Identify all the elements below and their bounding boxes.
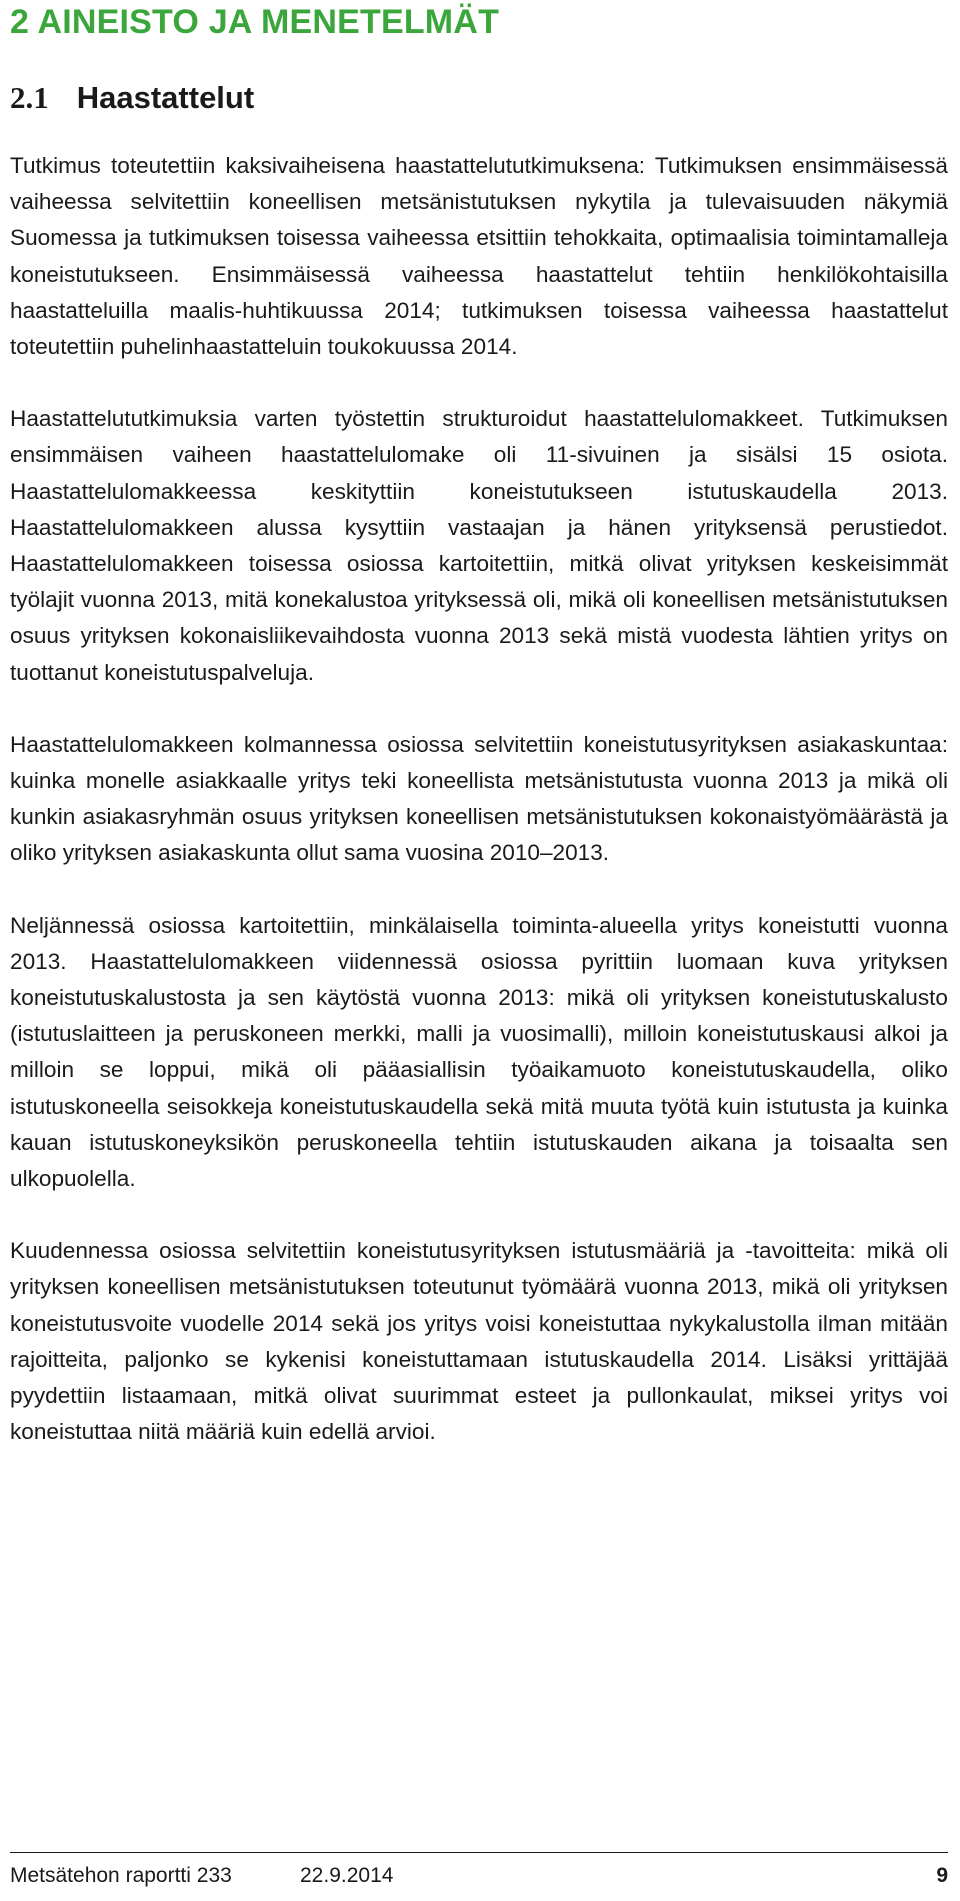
section-title: Haastattelut	[76, 80, 255, 115]
footer-divider	[10, 1852, 948, 1853]
chapter-heading: 2 AINEISTO JA MENETELMÄT	[10, 3, 500, 41]
page-number: 9	[936, 1864, 948, 1887]
paragraph: Kuudennessa osiossa selvitettiin koneistutusyrityksen istutusmääriä ja -tavoitteita: mikä oli yrityksen koneellisen metsänistutuksen toteutunut työmäärä vuonna 2013, mikä oli yrityksen koneistutusvoite vuodelle 2014 sekä jos yritys voisi koneistuttaa nykykalustolla ilman mitään rajoitteita, paljonko se kykenisi koneistuttamaan istutuskaudella 2014. Lisäksi yrittäjää pyydettiin listaamaan, mitkä olivat suurimmat esteet ja pullonkaulat, miksei yritys voi koneistuttaa niitä määriä kuin edellä arvioi.	[10, 1238, 948, 1445]
paragraph: Haastattelututkimuksia varten työstettin strukturoidut haastattelulomakkeet. Tutkimuksen ensimmäisen vaiheen haastattelulomake oli 11-sivuinen ja sisälsi 15 osiota. Haastattelulomakkeessa keskityttiin koneistutukseen istutuskaudella 2013. Haastattelulomakkeen alussa kysyttiin vastaajan ja hänen yrityksensä perustiedot. Haastattelulomakkeen toisessa osiossa kartoitettiin, mitkä olivat yrityksen keskeisimmät työlajit vuonna 2013, mitä konekalustoa yrityksessä oli, mikä oli koneellisen metsänistutuksen osuus yrityksen kokonaisliikevaihdosta vuonna 2013 sekä mistä vuodesta lähtien yritys on tuottanut koneistutuspalveluja.	[10, 406, 948, 685]
body-text	[10, 148, 948, 1487]
paragraph: Neljännessä osiossa kartoitettiin, minkälaisella toiminta-alueella yritys koneistutti vuonna 2013. Haastattelulomakkeen viidennessä osiossa pyrittiin luomaan kuva yrityksen koneistutuskalustosta ja sen käytöstä vuonna 2013: mikä oli yrityksen koneistutuskalusto (istutuslaitteen ja peruskoneen merkki, malli ja vuosimalli), milloin koneistutuskausi alkoi ja milloin se loppui, mikä oli pääasiallisin työaikamuoto koneistutuskaudella, oliko istutuskoneella seisokkeja koneistutuskaudella sekä mitä muuta työtä kuin istutusta ja kuinka kauan istutuskoneyksikön peruskoneella tehtiin istutuskauden aikana ja toisaalta sen ulkopuolella.	[10, 912, 948, 1192]
paragraph: Haastattelulomakkeen kolmannessa osiossa selvitettiin koneistutusyrityksen asiakaskuntaa: kuinka monelle asiakkaalle yritys teki koneellista metsänistutusta vuonna 2013 ja mikä oli kunkin asiakasryhmän osuus yrityksen koneellisen metsänistutuksen kokonaistyömäärästä ja oliko yrityksen asiakaskunta ollut sama vuosina 2010–2013.	[10, 731, 948, 866]
paragraph: Tutkimus toteutettiin kaksivaiheisena haastattelututkimuksena: Tutkimuksen ensimmäisessä vaiheessa selvitettiin koneellisen metsänistutuksen nykytila ja tulevaisuuden näkymiä Suomessa ja tutkimuksen toisessa vaiheessa etsittiin tehokkaita, optimaalisia toimintamalleja koneistutukseen. Ensimmäisessä vaiheessa haastattelut tehtiin henkilökohtaisilla haastatteluilla maalis-huhtikuussa 2014; tutkimuksen toisessa vaiheessa haastattelut toteutettiin puhelinhaastatteluin toukokuussa 2014.	[10, 153, 948, 360]
footer-publication: Metsätehon raportti 233	[10, 1864, 232, 1887]
section-number: 2.1	[10, 80, 49, 115]
footer-date: 22.9.2014	[300, 1864, 394, 1887]
section-heading	[10, 78, 254, 118]
